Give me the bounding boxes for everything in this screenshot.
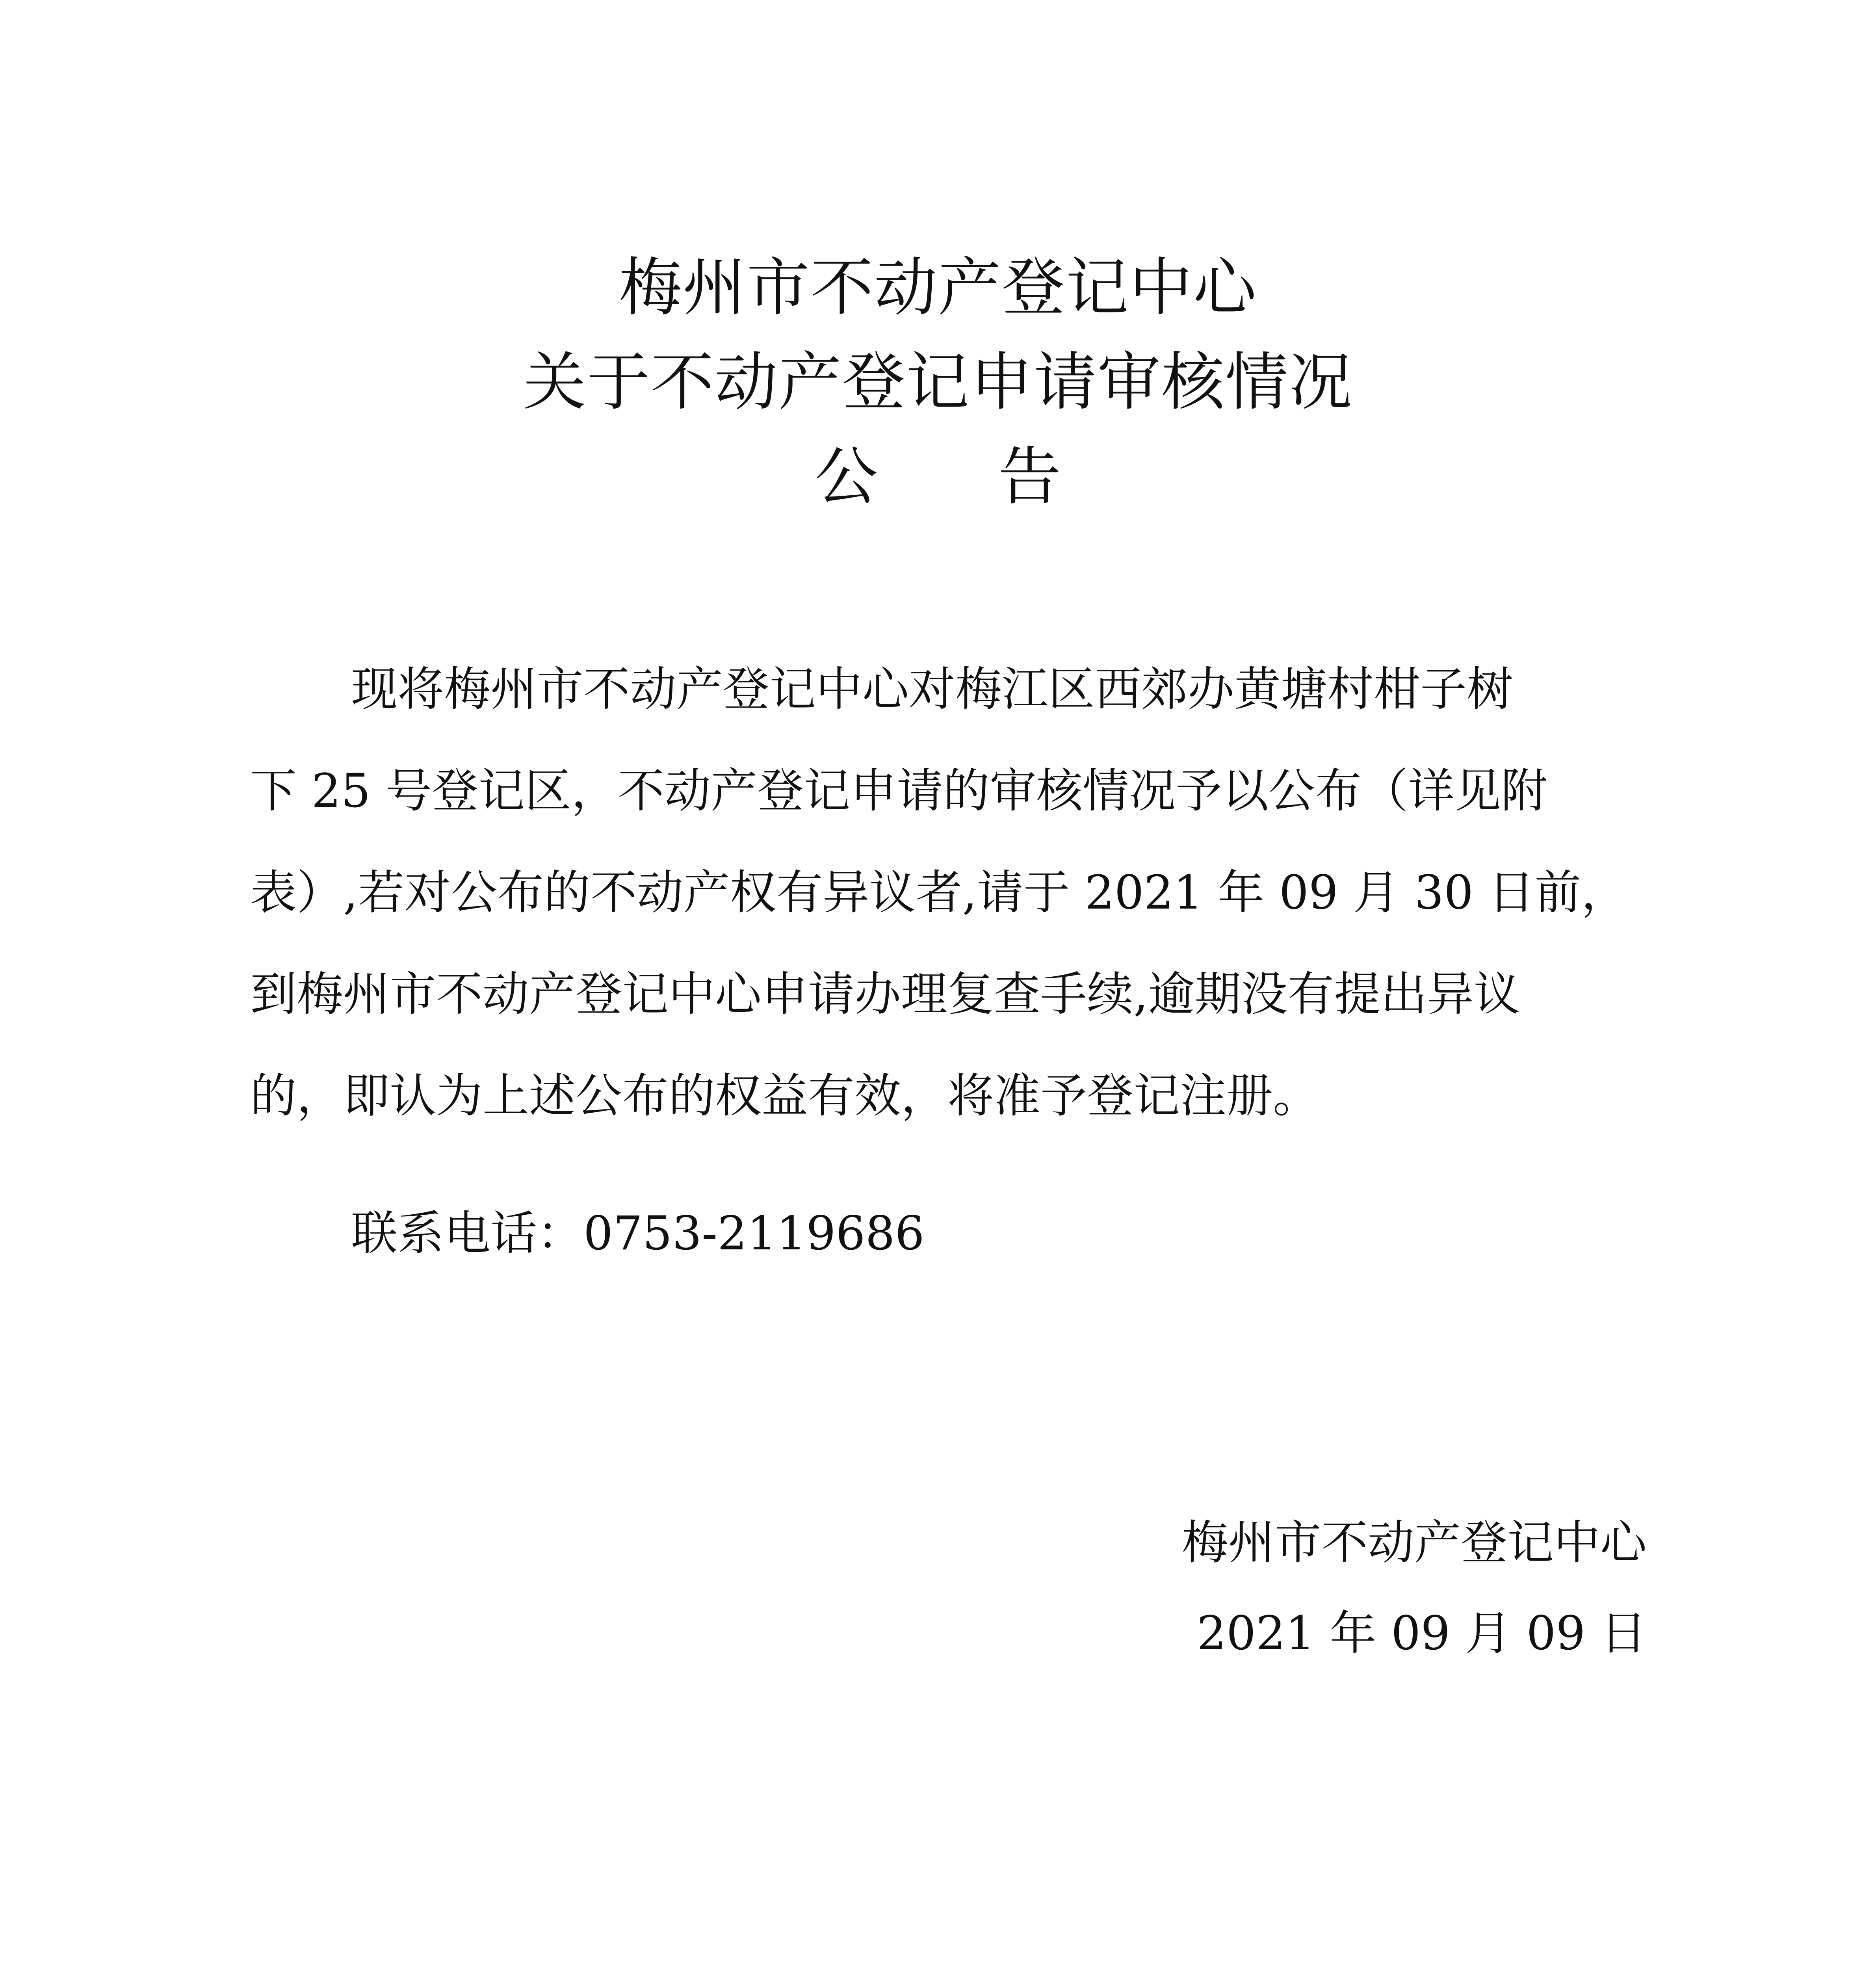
body-line: 现将梅州市不动产登记中心对梅江区西郊办黄塘村柑子树 (351, 662, 1514, 716)
announcement-body (250, 638, 1647, 1147)
body-line: 到梅州市不动产登记中心申请办理复查手续,逾期没有提出异议 (250, 967, 1520, 1021)
title-line-announcement: 公 告 (815, 440, 1061, 513)
contact-phone: 联系电话：0753-2119686 (351, 1206, 925, 1260)
signature-org: 梅州市不动产登记中心 (1181, 1515, 1647, 1570)
signature-block (1182, 1497, 1647, 1678)
body-line: 的，即认为上述公布的权益有效，将准予登记注册。 (250, 1069, 1320, 1123)
signature-date: 2021 年 09 月 09 日 (1196, 1606, 1647, 1660)
body-line: 表）,若对公布的不动产权有异议者,请于 2021 年 09 月 30 日前， (250, 865, 1628, 920)
title-line-subject: 关于不动产登记申请审核情况 (523, 345, 1353, 419)
announcement-title (0, 240, 1876, 524)
body-line: 下 25 号登记区，不动产登记申请的审核情况予以公布（详见附 (250, 764, 1548, 818)
title-line-org: 梅州市不动产登记中心 (619, 251, 1257, 324)
